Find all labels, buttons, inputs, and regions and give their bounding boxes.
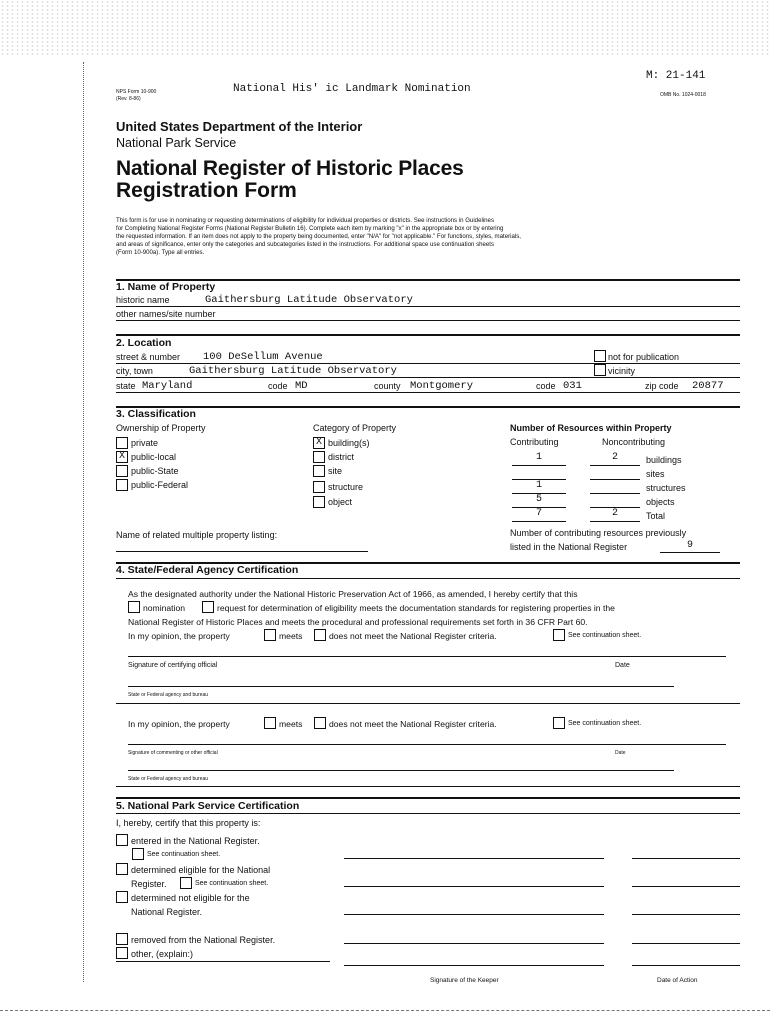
category-header: Category of Property xyxy=(313,423,397,433)
signature-line xyxy=(344,914,604,915)
field-rule xyxy=(116,377,740,378)
field-rule xyxy=(116,392,740,393)
zip-label: zip code xyxy=(645,381,679,391)
instructions xyxy=(116,217,746,257)
date-line xyxy=(632,965,740,966)
county-value: Montgomery xyxy=(410,380,474,392)
instructions-line: This form is for use in nominating or requesting determinations of eligibility for individual properties or districts. See instructions in Guidelines xyxy=(116,217,494,224)
eligible-line1: determined eligible for the National xyxy=(131,865,271,875)
not-eligible-line1: determined not eligible for the xyxy=(131,893,250,903)
entered-see-cont-checkbox[interactable] xyxy=(132,848,144,860)
cert-line1: As the designated authority under the National Historic Preservation Act of 1966, as amended, I hereby certify that this xyxy=(128,589,578,599)
count-rule xyxy=(512,521,566,522)
other-checkbox[interactable] xyxy=(116,947,128,959)
field-rule xyxy=(116,703,740,704)
date-line xyxy=(632,886,740,887)
field-rule xyxy=(128,686,674,687)
see-continuation-label-2: See continuation sheet. xyxy=(568,720,642,727)
category-object-label: object xyxy=(328,497,353,507)
field-rule xyxy=(128,770,674,771)
field-rule xyxy=(116,363,740,364)
not-for-publication-checkbox[interactable] xyxy=(594,350,606,362)
eligible-line2: Register. xyxy=(131,879,167,889)
eligible-checkbox[interactable] xyxy=(116,863,128,875)
city-value: Gaithersburg Latitude Observatory xyxy=(189,365,397,377)
field-rule xyxy=(116,786,740,787)
state-code-label: code xyxy=(268,381,288,391)
historic-name-value: Gaithersburg Latitude Observatory xyxy=(205,294,413,306)
signature-line xyxy=(344,965,604,966)
see-continuation-checkbox[interactable] xyxy=(553,629,565,641)
field-rule xyxy=(116,306,740,307)
see-continuation-checkbox-2[interactable] xyxy=(553,717,565,729)
left-margin-rule xyxy=(83,62,84,982)
meets-checkbox-2[interactable] xyxy=(264,717,276,729)
count-rule xyxy=(512,465,566,466)
category-district-checkbox[interactable] xyxy=(313,451,325,463)
historic-name-label: historic name xyxy=(116,295,170,305)
vicinity-label: vicinity xyxy=(608,366,636,376)
form-title-line2: Registration Form xyxy=(116,179,297,202)
category-buildings-label: building(s) xyxy=(328,438,370,448)
count-rule xyxy=(660,552,720,553)
ownership-public-state-label: public-State xyxy=(131,466,179,476)
category-structure-checkbox[interactable] xyxy=(313,481,325,493)
count-rule xyxy=(590,479,640,480)
page-bottom-rule xyxy=(0,1010,770,1011)
service-name: National Park Service xyxy=(116,136,237,150)
eligible-see-cont-label: See continuation sheet. xyxy=(195,880,269,887)
does-not-meet-label-2: does not meet the National Register criteria. xyxy=(329,719,497,729)
objects-label: objects xyxy=(646,497,675,507)
category-buildings-checkbox[interactable]: X xyxy=(313,437,325,449)
city-label: city, town xyxy=(116,366,153,376)
nps-cert-intro: I, hereby, certify that this property is: xyxy=(116,818,261,828)
does-not-meet-checkbox[interactable] xyxy=(314,629,326,641)
nomination-checkbox[interactable] xyxy=(128,601,140,613)
section-rule xyxy=(116,334,740,336)
ownership-public-federal-checkbox[interactable] xyxy=(116,479,128,491)
section-underline xyxy=(116,578,740,579)
date-label-2: Date xyxy=(615,750,626,756)
category-site-checkbox[interactable] xyxy=(313,465,325,477)
date-label: Date xyxy=(615,662,630,669)
signature-line xyxy=(128,656,726,657)
multiple-listing-label: Name of related multiple property listing: xyxy=(116,530,278,540)
total-noncontributing: 2 xyxy=(611,508,618,519)
section-underline xyxy=(116,813,740,814)
zip-value: 20877 xyxy=(692,380,724,392)
objects-contributing: 5 xyxy=(535,494,542,505)
cert-line2: request for determination of eligibility meets the documentation standards for registering properties in the xyxy=(217,603,615,613)
section-rule xyxy=(116,406,740,408)
date-line xyxy=(632,914,740,915)
meets-label: meets xyxy=(279,631,303,641)
state-code-value: MD xyxy=(295,380,308,392)
removed-label: removed from the National Register. xyxy=(131,935,276,945)
instructions-line: (Form 10-900a). Type all entries. xyxy=(116,249,205,256)
field-rule xyxy=(116,551,368,552)
form-number: NPS Form 10-900 xyxy=(116,89,157,95)
street-value: 100 DeSellum Avenue xyxy=(203,351,323,363)
see-continuation-label: See continuation sheet. xyxy=(568,632,642,639)
instructions-line: and areas of significance, enter only the categories and subcategories listed in the instructions. For additional space use continuation sheets xyxy=(116,241,495,248)
entered-label: entered in the National Register. xyxy=(131,836,260,846)
date-of-action-label: Date of Action xyxy=(657,977,698,984)
total-contributing: 7 xyxy=(535,508,542,519)
ownership-public-state-checkbox[interactable] xyxy=(116,465,128,477)
county-code-label: code xyxy=(536,381,556,391)
ownership-private-checkbox[interactable] xyxy=(116,437,128,449)
street-label: street & number xyxy=(116,352,181,362)
state-bureau-label: State or Federal agency and bureau xyxy=(128,692,209,698)
does-not-meet-label: does not meet the National Register criteria. xyxy=(329,631,497,641)
ownership-public-federal-label: public-Federal xyxy=(131,480,189,490)
meets-label-2: meets xyxy=(279,719,303,729)
state-label: state xyxy=(116,381,136,391)
signature-keeper-label: Signature of the Keeper xyxy=(430,977,499,984)
signature-line xyxy=(128,744,726,745)
section1-title: 1. Name of Property xyxy=(116,281,216,293)
signature-line xyxy=(344,858,604,859)
count-rule xyxy=(590,521,640,522)
contributing-header: Contributing xyxy=(510,437,559,447)
resources-header: Number of Resources within Property xyxy=(510,423,672,433)
form-revision: (Rev. 8-86) xyxy=(116,96,141,102)
signature-line xyxy=(344,886,604,887)
cert-line3: National Register of Historic Places and meets the procedural and professional requirements set forth in 36 CFR Part 60. xyxy=(128,617,588,627)
entered-see-cont-label: See continuation sheet. xyxy=(147,851,221,858)
ownership-private-label: private xyxy=(131,438,159,448)
structures-contributing: 1 xyxy=(535,480,542,491)
instructions-line: the requested information. If an item does not apply to the property being documented, enter "N/A" for "not applicable." For functions, styles, materials, xyxy=(116,233,521,240)
department-name: United States Department of the Interior xyxy=(116,119,363,134)
noncontributing-header: Noncontributing xyxy=(602,437,666,447)
section2-title: 2. Location xyxy=(116,337,172,349)
section4-title: 4. State/Federal Agency Certification xyxy=(116,564,299,576)
not-eligible-line2: National Register. xyxy=(131,907,203,917)
signature-line xyxy=(344,943,604,944)
opinion-label-2: In my opinion, the property xyxy=(128,719,230,729)
category-object-checkbox[interactable] xyxy=(313,496,325,508)
nomination-label: nomination xyxy=(143,603,186,613)
state-bureau-label-2: State or Federal agency and bureau xyxy=(128,776,209,782)
ownership-public-local-label: public-local xyxy=(131,452,177,462)
other-names-label: other names/site number xyxy=(116,309,216,319)
count-rule xyxy=(590,465,640,466)
other-label: other, (explain:) xyxy=(131,949,194,959)
previously-listed-line2: listed in the National Register xyxy=(510,542,628,552)
state-value: Maryland xyxy=(142,380,193,392)
section3-title: 3. Classification xyxy=(116,408,196,420)
county-label: county xyxy=(374,381,401,391)
ownership-header: Ownership of Property xyxy=(116,423,206,433)
category-site-label: site xyxy=(328,466,343,476)
date-line xyxy=(632,943,740,944)
request-determination-checkbox[interactable] xyxy=(202,601,214,613)
entered-checkbox[interactable] xyxy=(116,834,128,846)
removed-checkbox[interactable] xyxy=(116,933,128,945)
sites-label: sites xyxy=(646,469,665,479)
not-eligible-checkbox[interactable] xyxy=(116,891,128,903)
structures-label: structures xyxy=(646,483,686,493)
total-label: Total xyxy=(646,511,666,521)
previously-listed-line1: Number of contributing resources previously xyxy=(510,528,687,538)
ownership-public-local-checkbox[interactable]: X xyxy=(116,451,128,463)
county-code-value: 031 xyxy=(563,380,582,392)
buildings-contributing: 1 xyxy=(535,452,542,463)
buildings-label: buildings xyxy=(646,455,682,465)
previously-listed-value: 9 xyxy=(686,540,693,551)
count-rule xyxy=(590,493,640,494)
category-structure-label: structure xyxy=(328,482,364,492)
other-explain-line xyxy=(116,961,330,962)
scan-noise xyxy=(0,0,770,55)
vicinity-checkbox[interactable] xyxy=(594,364,606,376)
buildings-noncontributing: 2 xyxy=(611,452,618,463)
form-title-line1: National Register of Historic Places xyxy=(116,157,464,180)
signature-commenting-label: Signature of commenting or other official xyxy=(128,750,218,756)
reference-code: M: 21-141 xyxy=(646,70,706,82)
opinion-label: In my opinion, the property xyxy=(128,631,230,641)
signature-certifying-label: Signature of certifying official xyxy=(128,662,218,669)
not-for-publication-label: not for publication xyxy=(608,352,680,362)
section5-title: 5. National Park Service Certification xyxy=(116,800,300,812)
field-rule xyxy=(116,320,740,321)
category-district-label: district xyxy=(328,452,355,462)
section-rule xyxy=(116,797,740,799)
omb-number: OMB No. 1024-0018 xyxy=(660,92,706,98)
eligible-see-cont-checkbox[interactable] xyxy=(180,877,192,889)
does-not-meet-checkbox-2[interactable] xyxy=(314,717,326,729)
instructions-line: for Completing National Register Forms (National Register Bulletin 16). Complete each item by marking "x" in the appropriate box or by entering xyxy=(116,225,504,232)
typed-title: National His' ic Landmark Nomination xyxy=(233,83,471,95)
meets-checkbox[interactable] xyxy=(264,629,276,641)
date-line xyxy=(632,858,740,859)
